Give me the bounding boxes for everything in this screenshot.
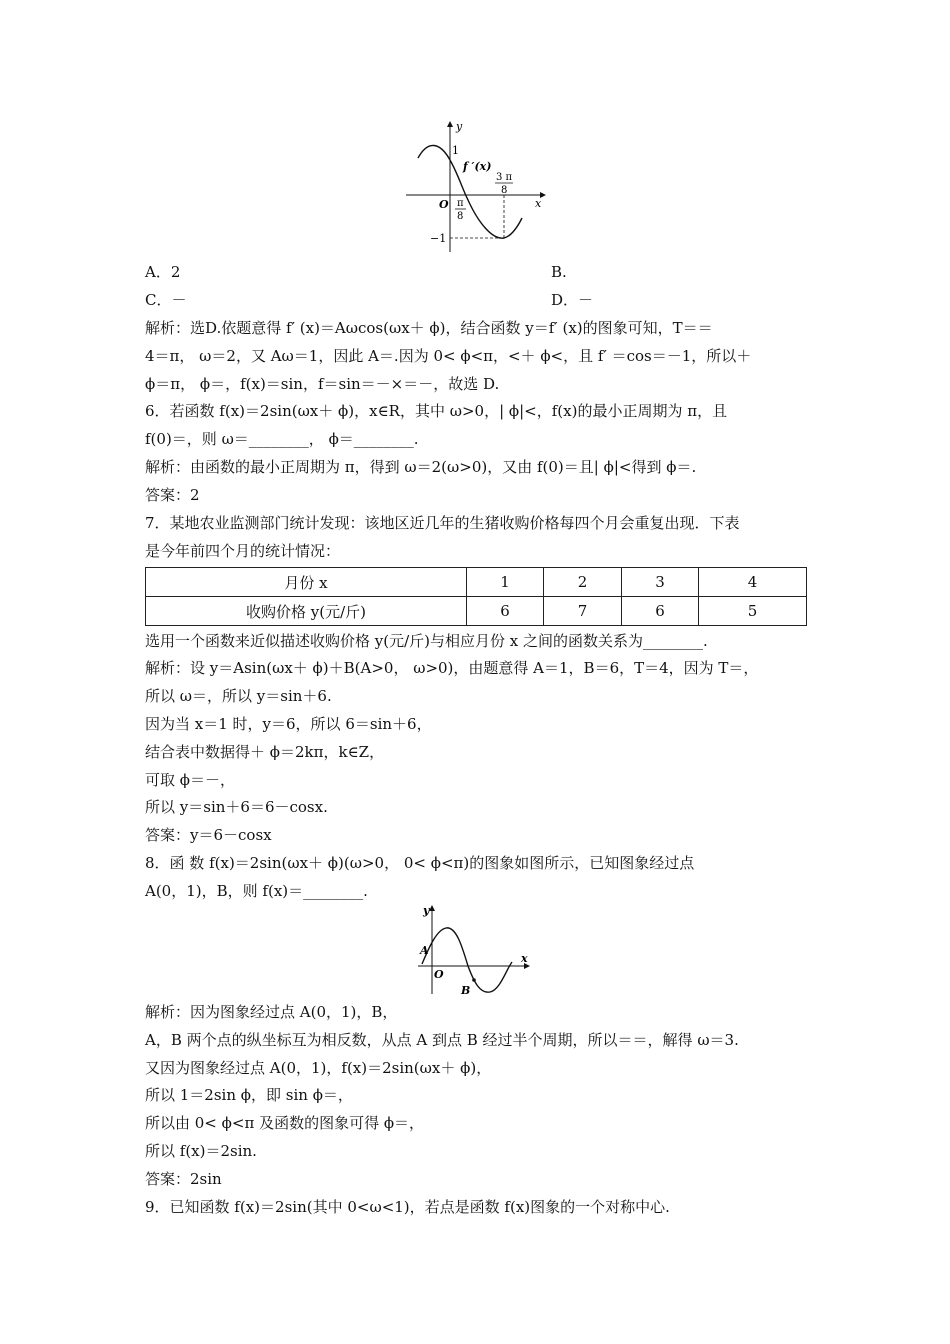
q6-question-line-2: f(0)＝，则 ω＝________， ϕ＝________.	[145, 430, 419, 448]
option-a: A．2	[145, 263, 181, 281]
table-cell: 4	[699, 568, 807, 597]
y-axis-arrow	[447, 121, 453, 127]
q7-solution-line-6: 所以 y＝sin＋6＝6－cosx.	[145, 798, 328, 816]
q8-solution-line-6: 所以 f(x)＝2sin.	[145, 1142, 257, 1160]
q8-solution-line-1: 解析：因为图象经过点 A(0，1)，B，	[145, 1003, 398, 1021]
table-cell: 5	[699, 597, 807, 626]
table-cell: 1	[467, 568, 544, 597]
q7-solution-line-4: 结合表中数据得＋ ϕ＝2kπ，k∈Z，	[145, 743, 385, 761]
q8-solution-line-5: 所以由 0< ϕ<π 及函数的图象可得 ϕ＝，	[145, 1114, 425, 1132]
table-cell: 6	[467, 597, 544, 626]
q7-question-line-2: 是今年前四个月的统计情况：	[145, 542, 341, 560]
tick-one-label: 1	[452, 144, 459, 157]
table-row	[146, 597, 807, 626]
q6-question-line-1: 6．若函数 f(x)＝2sin(ωx＋ ϕ)，x∈R，其中 ω>0，| ϕ|<，f(x)的最小正周期为 π，且	[145, 402, 728, 420]
price-table	[145, 567, 807, 626]
q5-solution-line-3: ϕ＝π， ϕ＝，f(x)＝sin，f＝sin＝－×＝－，故选 D.	[145, 375, 500, 393]
q5-solution-line-2: 4＝π， ω＝2，又 Aω＝1，因此 A＝.因为 0< ϕ<π，<＋ ϕ<，且 f′ ＝cos＝－1，所以＋	[145, 347, 752, 365]
q8-question-line-1: 8．函 数 f(x)＝2sin(ωx＋ ϕ)(ω>0， 0< ϕ<π)的图象如图所示，已知图象经过点	[145, 854, 695, 872]
q7-solution-line-2: 所以 ω＝，所以 y＝sin＋6.	[145, 687, 332, 705]
q7-solution-line-3: 因为当 x＝1 时，y＝6，所以 6＝sin＋6，	[145, 715, 432, 733]
q9-question: 9．已知函数 f(x)＝2sin(其中 0<ω<1)，若点是函数 f(x)图象的一个对称中心.	[145, 1198, 670, 1216]
y-axis-label: y	[423, 904, 430, 917]
point-b-label: B	[461, 984, 471, 996]
origin-label: O	[439, 198, 449, 211]
q8-question-line-2: A(0，1)，B，则 f(x)＝________.	[145, 882, 368, 900]
q7-solution-line-1: 解析：设 y＝Asin(ωx＋ ϕ)＋B(A>0， ω>0)，由题意得 A＝1，B＝6，T＝4，因为 T＝，	[145, 659, 759, 677]
option-b: B.	[551, 263, 567, 281]
table-header-row	[146, 568, 807, 597]
q7-answer: 答案：y＝6－cosx	[145, 826, 272, 844]
option-d: D．－	[551, 291, 594, 309]
sine-curve	[422, 928, 512, 992]
q8-solution-line-3: 又因为图象经过点 A(0，1)，f(x)＝2sin(ωx＋ ϕ)，	[145, 1059, 492, 1077]
table-cell: 3	[622, 568, 699, 597]
q5-solution-line-1: 解析：选D.依题意得 f′ (x)＝Aωcos(ωx＋ ϕ)，结合函数 y＝f′ (x)的图象可知，T＝＝	[145, 319, 713, 337]
table-cell: 6	[622, 597, 699, 626]
derivative-graph-figure	[400, 118, 550, 260]
point-b-marker	[472, 978, 476, 982]
option-c: C．－	[145, 291, 187, 309]
x-axis-label: x	[535, 197, 542, 210]
q6-answer: 答案：2	[145, 486, 200, 504]
point-a-label: A	[420, 944, 429, 957]
table-cell: 7	[544, 597, 622, 626]
y-axis-label: y	[456, 120, 463, 133]
origin-label: O	[434, 968, 444, 981]
q8-solution-line-4: 所以 1＝2sin ϕ，即 sin ϕ＝，	[145, 1086, 353, 1104]
q8-solution-line-2: A，B 两个点的纵坐标互为相反数，从点 A 到点 B 经过半个周期，所以＝＝，解得 ω＝3.	[145, 1031, 739, 1049]
y-axis-arrow	[429, 905, 435, 911]
tick-3pi8-num: 3 π	[496, 172, 513, 183]
sine-graph-figure	[414, 902, 534, 996]
q7-question-line-1: 7．某地农业监测部门统计发现：该地区近几年的生猪收购价格每四个月会重复出现．下表	[145, 514, 740, 532]
table-cell: 月份 x	[146, 568, 467, 597]
q6-solution: 解析：由函数的最小正周期为 π，得到 ω＝2(ω>0)，又由 f(0)＝且| ϕ|<得到 ϕ＝.	[145, 458, 697, 476]
q7-after-table: 选用一个函数来近似描述收购价格 y(元/斤)与相应月份 x 之间的函数关系为________.	[145, 632, 708, 650]
q8-answer: 答案：2sin	[145, 1170, 222, 1188]
curve-label: f ′(x)	[463, 160, 492, 173]
table-cell: 2	[544, 568, 622, 597]
table-cell: 收购价格 y(元/斤)	[146, 597, 467, 626]
x-axis-label: x	[521, 952, 528, 965]
tick-pi8-den: 8	[457, 211, 464, 222]
tick-3pi8-den: 8	[501, 185, 508, 196]
q7-solution-line-5: 可取 ϕ＝－，	[145, 771, 235, 789]
tick-pi8-num: π	[457, 198, 464, 209]
tick-neg-one-label: −1	[430, 232, 447, 245]
